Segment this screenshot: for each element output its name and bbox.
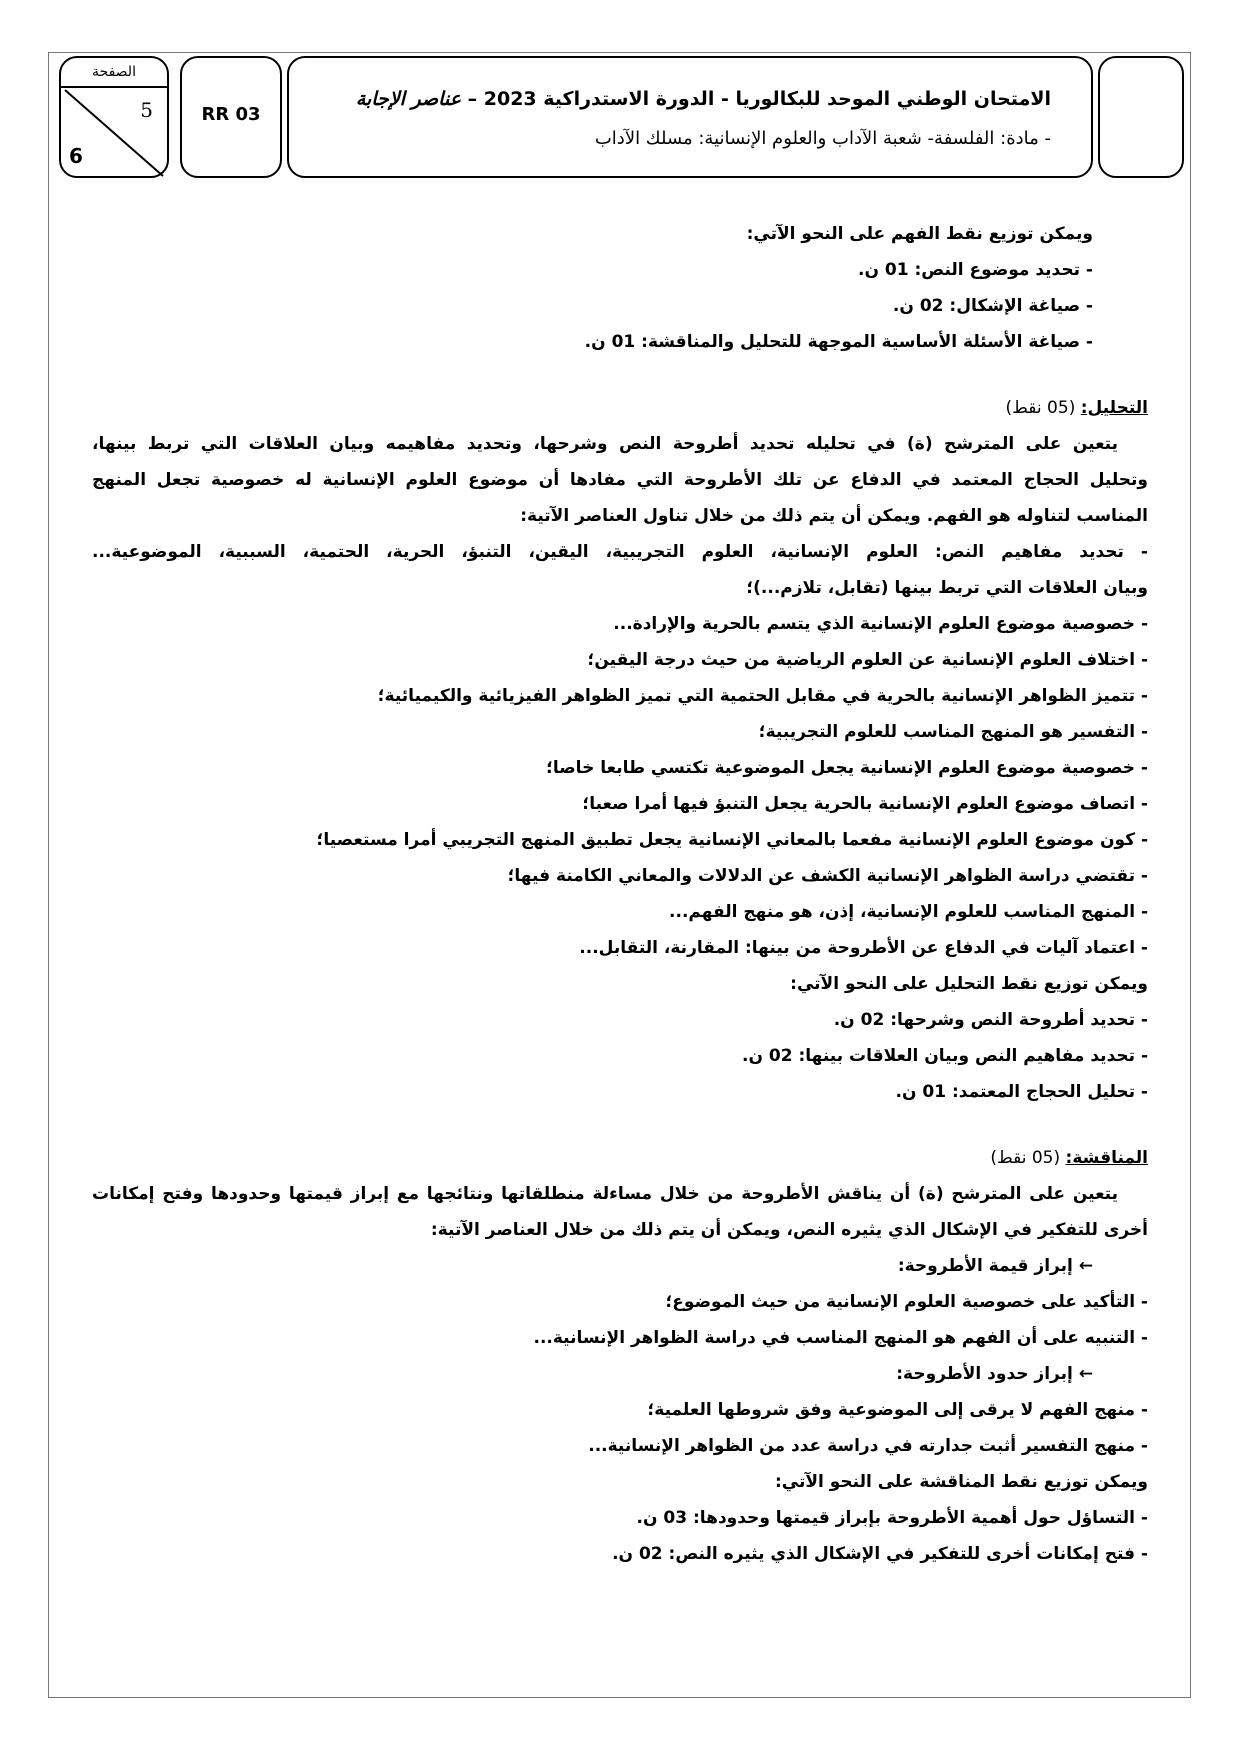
discussion-points: (05 نقط) <box>990 1148 1066 1168</box>
analysis-dist-item: - تحديد مفاهيم النص وبيان العلاقات بينها: 02 ن. <box>741 1046 1148 1066</box>
analysis-dist-intro: ويمكن توزيع نقط التحليل على النحو الآتي: <box>790 974 1148 994</box>
understanding-item: - صياغة الإشكال: 02 ن. <box>892 296 1093 316</box>
discussion-heading <box>92 1146 1148 1182</box>
subject-line: - مادة: الفلسفة- شعبة الآداب والعلوم الإنسانية: مسلك الآداب <box>594 128 1051 149</box>
analysis-item: - المنهج المناسب للعلوم الإنسانية، إذن، هو منهج الفهم... <box>669 902 1148 922</box>
discussion-dist-item: - فتح إمكانات أخرى للتفكير في الإشكال الذي يثيره النص: 02 ن. <box>612 1544 1148 1564</box>
discussion-title: المناقشة: <box>1065 1148 1148 1168</box>
analysis-dist-item: - تحديد أطروحة النص وشرحها: 02 ن. <box>833 1010 1148 1030</box>
page-number-cell <box>61 86 167 178</box>
understanding-item: - تحديد موضوع النص: 01 ن. <box>858 260 1093 280</box>
answer-elements-label: عناصر الإجابة <box>355 88 462 110</box>
analysis-paragraph: وتحليل الحجاج المعتمد في الدفاع عن تلك الأطروحة التي مفادها أن موضوع العلوم الإنسانية له خصوصية تجعل المنهج <box>92 470 1148 490</box>
analysis-heading <box>92 396 1148 432</box>
exam-title <box>356 88 1051 110</box>
analysis-item: - تقتضي دراسة الظواهر الإنسانية الكشف عن الدلالات والمعاني الكامنة فيها؛ <box>507 866 1148 886</box>
analysis-item: - اختلاف العلوم الإنسانية عن العلوم الرياضية من حيث درجة اليقين؛ <box>587 650 1148 670</box>
discussion-paragraph: يتعين على المترشح (ة) أن يناقش الأطروحة من خلال مساءلة منطلقاتها ونتائجها مع إبراز قيمتها وحدودها وفتح إمكانات <box>92 1184 1118 1204</box>
blank-box <box>1098 56 1184 178</box>
analysis-item: - خصوصية موضوع العلوم الإنسانية يجعل الموضوعية تكتسي طابعا خاصا؛ <box>546 758 1148 778</box>
analysis-paragraph: يتعين على المترشح (ة) في تحليله تحديد أطروحة النص وشرحها، وتحديد مفاهيمه وبيان العلاقات التي تربط بينها، <box>92 434 1118 454</box>
value-heading: ← إبراز قيمة الأطروحة: <box>897 1256 1093 1276</box>
analysis-item: - خصوصية موضوع العلوم الإنسانية الذي يتسم بالحرية والإرادة... <box>613 614 1148 634</box>
analysis-concepts: - تحديد مفاهيم النص: العلوم الإنسانية، العلوم التجريبية، اليقين، التنبؤ، الحرية، الحتمية، السببية، الموضوعية... <box>92 542 1148 562</box>
exam-title-text: الامتحان الوطني الموحد للبكالوريا - الدورة الاستدراكية 2023 – <box>461 88 1051 110</box>
value-item: - التنبيه على أن الفهم هو المنهج المناسب في دراسة الظواهر الإنسانية... <box>533 1328 1148 1348</box>
analysis-dist-item: - تحليل الحجاج المعتمد: 01 ن. <box>895 1082 1148 1102</box>
analysis-title: التحليل: <box>1080 398 1148 418</box>
analysis-item: - اتصاف موضوع العلوم الإنسانية بالحرية يجعل التنبؤ فيها أمرا صعبا؛ <box>582 794 1148 814</box>
analysis-paragraph: المناسب لتناوله هو الفهم. ويمكن أن يتم ذلك من خلال تناول العناصر الآتية: <box>520 506 1148 526</box>
discussion-dist-item: - التساؤل حول أهمية الأطروحة بإبراز قيمتها وحدودها: 03 ن. <box>636 1508 1148 1528</box>
limits-item: - منهج التفسير أثبت جدارته في دراسة عدد من الظواهر الإنسانية... <box>588 1436 1148 1456</box>
discussion-dist-intro: ويمكن توزيع نقط المناقشة على النحو الآتي: <box>774 1472 1148 1492</box>
understanding-item: - صياغة الأسئلة الأساسية الموجهة للتحليل والمناقشة: 01 ن. <box>584 332 1093 352</box>
analysis-concepts: وبيان العلاقات التي تربط بينها (تقابل، تلازم...)؛ <box>746 578 1148 598</box>
analysis-item: - اعتماد آليات في الدفاع عن الأطروحة من بينها: المقارنة، التقابل... <box>579 938 1148 958</box>
exam-code: RR 03 <box>201 104 261 125</box>
page-total: 6 <box>69 144 83 168</box>
discussion-paragraph: أخرى للتفكير في الإشكال الذي يثيره النص، ويمكن أن يتم ذلك من خلال العناصر الآتية: <box>430 1220 1148 1240</box>
limits-item: - منهج الفهم لا يرقى إلى الموضوعية وفق شروطها العلمية؛ <box>647 1400 1148 1420</box>
limits-heading: ← إبراز حدود الأطروحة: <box>896 1364 1093 1384</box>
understanding-intro: ويمكن توزيع نقط الفهم على النحو الآتي: <box>746 224 1093 244</box>
page-current: 5 <box>140 98 153 122</box>
analysis-item: - كون موضوع العلوم الإنسانية مفعما بالمعاني الإنسانية يجعل تطبيق المنهج التجريبي أمرا مستعصيا؛ <box>316 830 1148 850</box>
page-number-box <box>59 56 169 178</box>
title-box <box>287 56 1093 178</box>
value-item: - التأكيد على خصوصية العلوم الإنسانية من حيث الموضوع؛ <box>665 1292 1148 1312</box>
page-label: الصفحة <box>92 64 136 80</box>
answer-content <box>92 222 1148 1578</box>
analysis-points: (05 نقط) <box>1005 398 1081 418</box>
analysis-item: - التفسير هو المنهج المناسب للعلوم التجريبية؛ <box>758 722 1148 742</box>
code-box <box>180 56 282 178</box>
analysis-item: - تتميز الظواهر الإنسانية بالحرية في مقابل الحتمية التي تميز الظواهر الفيزيائية والكيميائية؛ <box>377 686 1148 706</box>
